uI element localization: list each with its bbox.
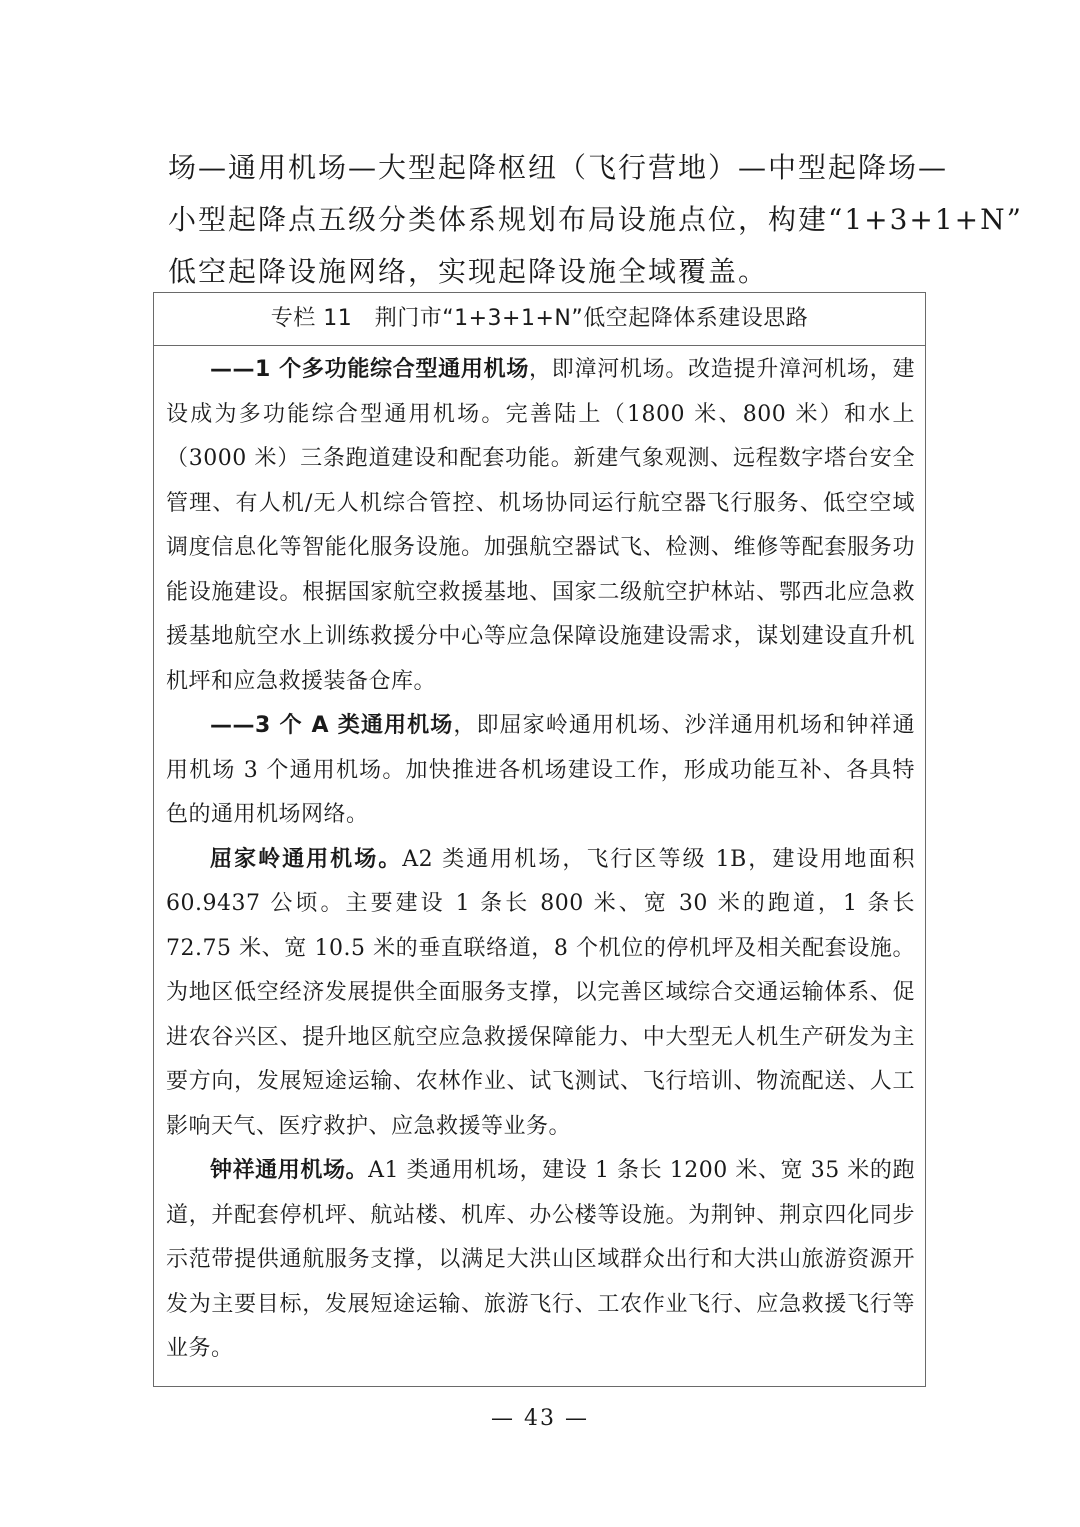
box-paragraph [166,704,915,838]
intro-paragraph [168,142,1023,298]
intro-line: 场—通用机场—大型起降枢纽（飞行营地）—中型起降场— [168,151,949,184]
paragraph-text: ，即屈家岭通用机场、沙洋通用机场和钟祥通用机场 3 个通用机场。加快推进各机场建设工作，形成功能互补、各具特色的通用机场网络。 [166,713,915,827]
box-paragraph [166,838,915,1150]
paragraph-text: A1 类通用机场，建设 1 条长 1200 米、宽 35 米的跑道，并配套停机坪、航站楼、机库、办公楼等设施。为荆钟、荆京四化同步示范带提供通航服务支撑，以满足大洪山区域群众出行和大洪山旅游资源开发为主要目标，发展短途运输、旅游飞行、工农作业飞行、应急救援飞行等业务。 [166,1158,915,1361]
box-title: 专栏 11 荆门市“1+3+1+N”低空起降体系建设思路 [154,293,925,346]
paragraph-lead: ——3 个 A 类通用机场 [210,713,454,738]
intro-line: 小型起降点五级分类体系规划布局设施点位，构建“1+3+1+N” [168,203,1023,236]
paragraph-lead: 屈家岭通用机场。 [210,846,403,872]
intro-line: 低空起降设施网络，实现起降设施全域覆盖。 [168,255,769,288]
box-paragraph [166,348,915,704]
paragraph-text: ，即漳河机场。改造提升漳河机场，建设成为多功能综合型通用机场。完善陆上（1800 米、800 米）和水上（3000 米）三条跑道建设和配套功能。新建气象观测、远程数字塔台安全管理、有人机/无人机综合管控、机场协同运行航空器飞行服务、低空空域调度信息化等智能化服务设施。加强航空器试飞、检测、维修等配套服务功能设施建设。根据国家航空救援基地、国家二级航空护林站、鄂西北应急救援基地航空水上训练救援分中心等应急保障设施建设需求，谋划建设直升机机坪和应急救援装备仓库。 [166,357,915,694]
box-body [154,346,925,1372]
feature-box [153,292,926,1387]
paragraph-lead: ——1 个多功能综合型通用机场 [210,357,530,382]
paragraph-lead: 钟祥通用机场。 [210,1158,369,1183]
page-number: — 43 — [491,1406,589,1431]
box-paragraph [166,1149,915,1372]
paragraph-text: A2 类通用机场，飞行区等级 1B，建设用地面积 60.9437 公顷。主要建设 1 条长 800 米、宽 30 米的跑道，1 条长 72.75 米、宽 10.5 米的垂直联络道，8 个机位的停机坪及相关配套设施。为地区低空经济发展提供全面服务支撑，以完善区域综合交通运输体系、促进农谷兴区、提升地区航空应急救援保障能力、中大型无人机生产研发为主要方向，发展短途运输、农林作业、试飞测试、飞行培训、物流配送、人工影响天气、医疗救护、应急救援等业务。 [166,846,915,1139]
